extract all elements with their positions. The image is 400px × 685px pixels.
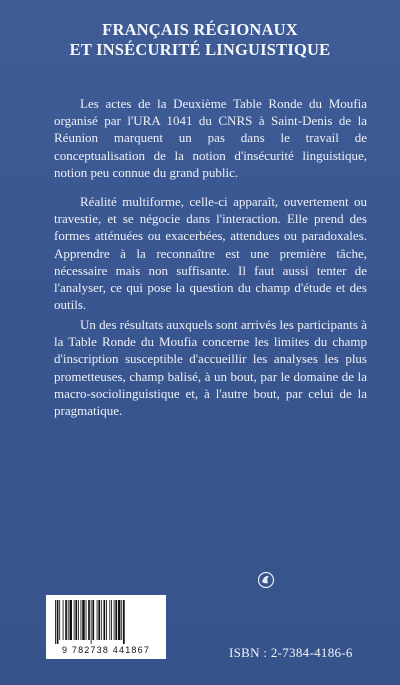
isbn: ISBN : 2-7384-4186-6 [229, 645, 353, 660]
blurb-paragraph-3: Un des résultats auxquels sont arrivés les participants à la Table Ronde du Moufia concerne les limites du champ d'inscription susceptible d'accueillir les analyses les plus prometteuses, champ balisé, à un bout, par le domaine de la macro-sociolinguistique et, à l'autre bout, par celui de la pragmatique. [54, 317, 367, 419]
blurb-paragraph-2: Réalité multiforme, celle-ci apparaît, ouvertement ou travestie, et se négocie dans l'interaction. Elle prend des formes atténuées ou exacerbées, attendues ou paradoxales. Apprendre à la reconnaître est une première tâche, nécessaire mais non suffisante. Il faut aussi tenter de l'analyser, ce qui pose la question du champ d'étude et des outils. [54, 194, 367, 313]
barcode-bar [78, 600, 79, 640]
book-title [0, 20, 400, 60]
barcode-bar [118, 600, 121, 640]
barcode-bar [92, 600, 94, 640]
barcode-bar [86, 600, 87, 640]
barcode-bar [115, 600, 117, 640]
barcode-bar [109, 600, 110, 640]
barcode-bar [74, 600, 75, 640]
barcode-bar [88, 600, 90, 640]
barcode-number: 9 782738 441867 [61, 645, 151, 655]
barcode-bar [111, 600, 112, 640]
barcode-bar [75, 600, 77, 640]
barcode-bar [97, 600, 98, 640]
barcode-bar [81, 600, 82, 640]
barcode-bar [103, 600, 105, 640]
barcode-bar [59, 600, 60, 640]
barcode-bar [68, 600, 69, 640]
barcode-bar [63, 600, 64, 640]
barcode-bar [57, 600, 59, 644]
barcode-bar [82, 600, 85, 640]
barcode-bar [65, 600, 67, 640]
publisher-logo-icon [257, 571, 275, 589]
barcode-bar [69, 600, 72, 640]
barcode-bar [106, 600, 107, 640]
barcode-bars [54, 600, 158, 644]
barcode-bar [98, 600, 100, 640]
barcode-bar [91, 600, 92, 644]
barcode-bar [55, 600, 56, 644]
book-title-line-1: FRANÇAIS RÉGIONAUX [102, 20, 298, 39]
barcode [46, 595, 166, 659]
barcode-bar [121, 600, 122, 640]
book-title-line-2: ET INSÉCURITÉ LINGUISTIQUE [69, 40, 331, 59]
barcode-bar [114, 600, 115, 640]
blurb-paragraph-1: Les actes de la Deuxième Table Ronde du Moufia organisé par l'URA 1041 du CNRS à Saint-Denis de la Réunion marquent un pas dans le travail de conceptualisation de la notion d'insécurité linguistique, notion peu connue du grand public. [54, 96, 367, 180]
barcode-bar [101, 600, 102, 640]
barcode-bar [123, 600, 125, 644]
